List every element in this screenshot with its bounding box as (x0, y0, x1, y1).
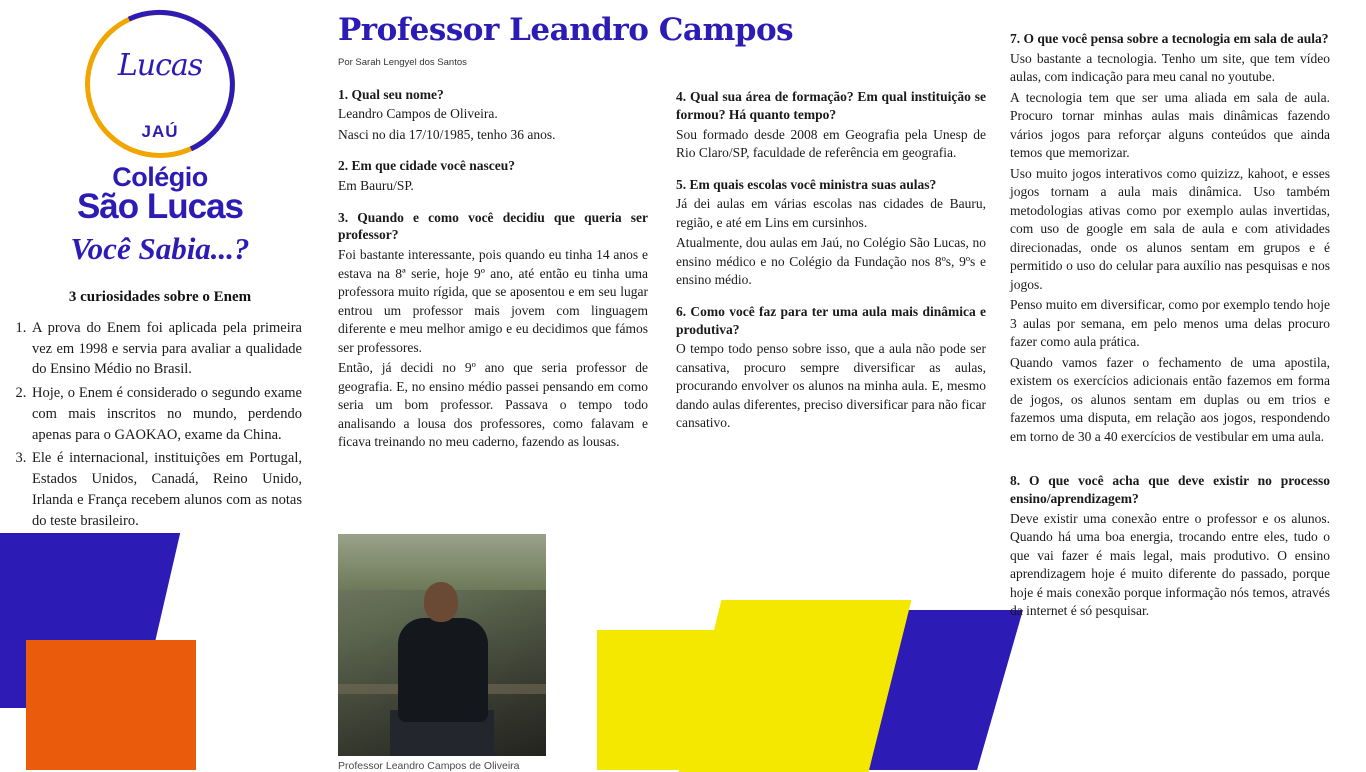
answer-text: Então, já decidi no 9º ano que seria professor de geografia. E, no ensino médio passei pensando em como seria um bom professor. Passava o tempo todo analisando a lousa dos professores, como falavam e ficava treinando no meu caderno, fazendo as lousas. (338, 360, 648, 450)
professor-photo (338, 534, 546, 756)
answer-text: A tecnologia tem que ser uma aliada em sala de aula. Procuro tornar minhas aulas mais dinâmicas fazendo vários jogos para reforçar alguns conteúdos que ainda temos que memorizar. (1010, 89, 1330, 161)
answer-text: Já dei aulas em várias escolas nas cidades de Bauru, região, e até em Lins em cursinhos. (676, 196, 986, 230)
qa-block (1010, 30, 1330, 446)
answer-text: Quando vamos fazer o fechamento de uma apostila, existem os exercícios adicionais então fazemos em forma de jogos, os alunos sentam em duplas ou em trios e fazemos uma disputa, em relação aos jogos, respondendo em torno de 30 a 40 exercícios de vestibular em uma aula. (1010, 354, 1330, 444)
qa-block (676, 176, 986, 290)
school-logo (85, 10, 235, 158)
list-item: 1. A prova do Enem foi aplicada pela primeira vez em 1998 e servia para avaliar a qualidade do Ensino Médio no Brasil. (30, 318, 302, 380)
page-title: Professor Leandro Campos (338, 12, 794, 48)
did-you-know-title: Você Sabia...? (70, 231, 250, 266)
answer-text: Nasci no dia 17/10/1985, tenho 36 anos. (338, 126, 556, 142)
curiosities-title: 3 curiosidades sobre o Enem (68, 289, 252, 305)
answer-text: Foi bastante interessante, pois quando eu tinha 14 anos e estava na 8ª serie, hoje 9º ano, até então eu tinha uma professora muito rígida, que se aposentou e em seu lugar entrou um professor mais jovem com linguagem diferente e meu melhor amigo e eu decidimos que fámos ser professores. (338, 247, 648, 355)
answer-text: Deve existir uma conexão entre o professor e os alunos. Quando há uma boa energia, trocando entre eles, tudo o que vai fazer é mais legal, mais produtivo. O ensino aprendizagem hoje é muito diferente do passado, porque hoje é mais conexão porque informação nós temos, através da internet é só pesquisar. (1010, 510, 1330, 619)
question-text: 4. Qual sua área de formação? Em qual instituição se formou? Há quanto tempo? (676, 89, 986, 122)
logo-city-text: JAÚ (141, 122, 179, 141)
qa-block (338, 209, 648, 452)
left-column (0, 0, 320, 768)
qa-block (338, 157, 648, 195)
question-text: 1. Qual seu nome? (338, 86, 444, 102)
list-item: 2. Hoje, o Enem é considerado o segundo exame com mais inscritos no mundo, perdendo apenas para o GAOKAO, exame da China. (30, 383, 302, 445)
photo-person-head (424, 582, 458, 622)
answer-text: Uso muito jogos interativos como quizizz, kahoot, e esses jogos tornam a aula mais dinâmica. Uso também metodologias ativas como por exemplo aulas invertidas, com uso de google em sala de aula e com atividades direcionadas, onde os alunos sentam em grupos e é permitido o uso do celular para auxílio nas pesquisas e nos jogos. (1010, 165, 1330, 292)
qa-block (676, 303, 986, 433)
question-text: 3. Quando e como você decidiu que queria ser professor? (338, 209, 648, 243)
qa-block (338, 86, 648, 145)
photo-caption: Professor Leandro Campos de Oliveira (338, 760, 520, 772)
answer-text: Atualmente, dou aulas em Jaú, no Colégio São Lucas, no ensino médico e no Colégio da Fundação nos 8ºs, 9ºs e ensino médio. (676, 235, 986, 288)
question-text: 2. Em que cidade você nasceu? (338, 158, 515, 174)
byline: Por Sarah Lengyel dos Santos (338, 56, 467, 68)
qa-block (1010, 472, 1330, 621)
answer-text: O tempo todo penso sobre isso, que a aula não pode ser cansativa, procuro sempre diversificar as aulas, procurando envolver os alunos na minha aula. E, mesmo dando aulas diferentes, preciso diversificar para não ficar cansativo. (676, 341, 986, 431)
list-item: 3. Ele é internacional, instituições em Portugal, Estados Unidos, Canadá, Reino Unido, Irlanda e França recebem alunos com as notas do teste brasileiro. (30, 448, 302, 531)
answer-text: Sou formado desde 2008 em Geografia pela Unesp de Rio Claro/SP, faculdade de referência em geografia. (676, 126, 986, 161)
question-text: 8. O que você acha que deve existir no processo ensino/aprendizagem? (1010, 472, 1330, 506)
question-text: 5. Em quais escolas você ministra suas aulas? (676, 176, 937, 192)
answer-text: Uso bastante a tecnologia. Tenho um site, que tem vídeo aulas, com indicação para meu canal no youtube. (1010, 50, 1330, 85)
brand-line-2: São Lucas (76, 187, 244, 226)
logo-script-text: Lucas (117, 48, 203, 83)
question-text: 6. Como você faz para ter uma aula mais dinâmica e produtiva? (676, 303, 986, 337)
qa-block (676, 88, 986, 163)
photo-person-body (398, 618, 488, 722)
question-text: 7. O que você pensa sobre a tecnologia em sala de aula? (1010, 31, 1329, 46)
brand-line-1: Colégio (112, 162, 208, 192)
curiosities-list (30, 318, 302, 531)
answer-text: Penso muito em diversificar, como por exemplo tendo hoje 3 aulas por semana, em pelo menos uma delas procuro fazer como aula prática. (1010, 297, 1330, 350)
answer-text: Leandro Campos de Oliveira. (338, 106, 498, 122)
photo-figure (338, 534, 546, 772)
qa-list-column-2 (338, 86, 648, 452)
answer-text: Em Bauru/SP. (338, 178, 414, 194)
article-column-3 (676, 88, 986, 446)
article-column-4 (1010, 30, 1330, 634)
article-column-2 (338, 12, 794, 465)
